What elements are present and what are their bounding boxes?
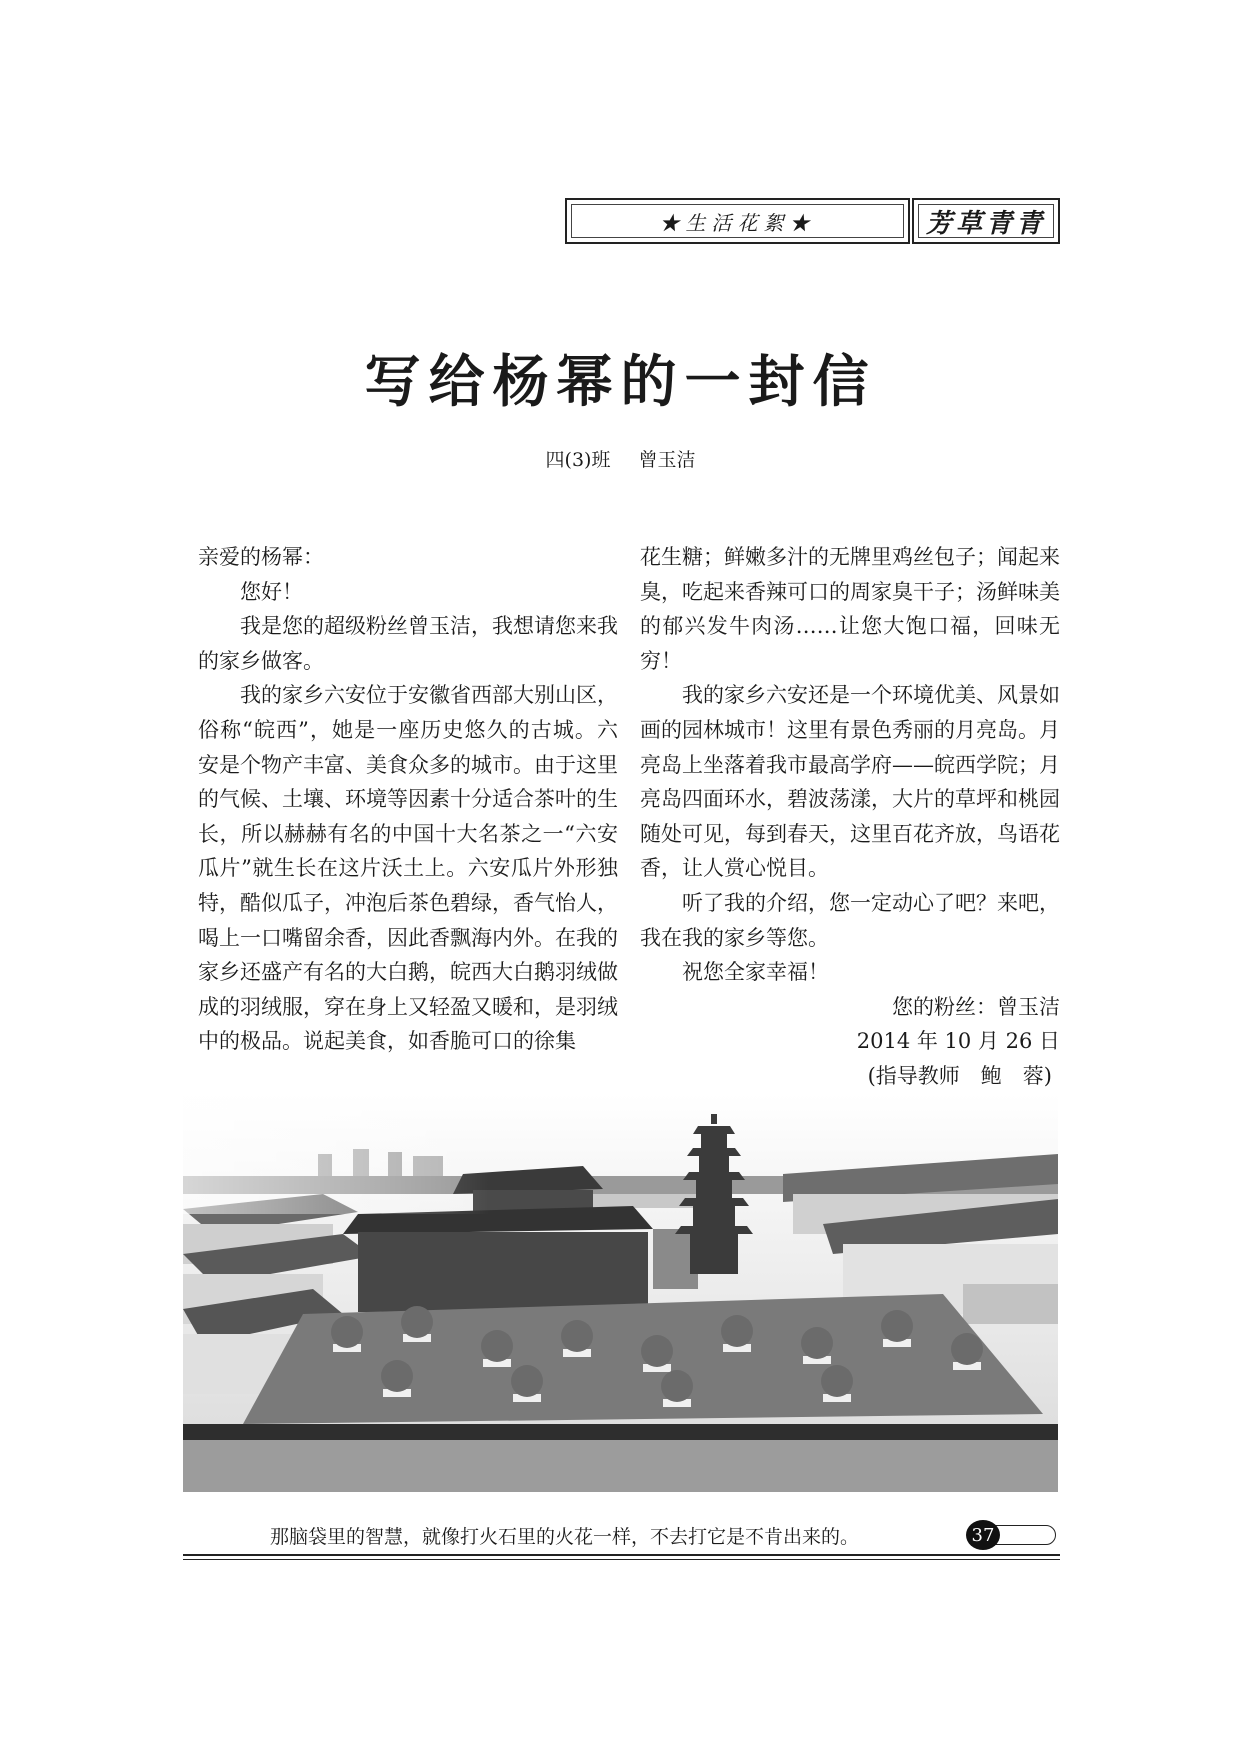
letter-paragraph: 亲爱的杨幂：	[198, 545, 324, 569]
letter-paragraph: 祝您全家幸福！	[682, 960, 829, 985]
page-number: 37	[966, 1520, 1000, 1550]
column-brand	[912, 198, 1060, 244]
letter-column-right	[640, 540, 1060, 1094]
author-name: 曾玉洁	[638, 449, 696, 471]
article-title: 写给杨幂的一封信	[364, 349, 877, 415]
letter-paragraph: 我的家乡六安位于安徽省西部大别山区，俗称“皖西”，她是一座历史悠久的古城。六安是个物产丰富、美食众多的城市。由于这里的气候、土壤、环境等因素十分适合茶叶的生长，所以赫赫有名的中国十大名茶之一“六安瓜片”就生长在这片沃土上。六安瓜片外形独特，酷似瓜子，冲泡后茶色碧绿，香气怡人，喝上一口嘴留余香，因此香飘海内外。在我的家乡还盛产有名的大白鹅，皖西大白鹅羽绒做成的羽绒服，穿在身上又轻盈又暖和，是羽绒中的极品。说起美食，如香脆可口的徐集	[198, 683, 618, 1054]
author-class: 四(3)班	[545, 449, 611, 471]
footer-rule-thin	[183, 1559, 1060, 1560]
letter-paragraph: 您好！	[240, 579, 303, 604]
pagoda-courtyard-photo	[183, 1094, 1058, 1492]
byline	[0, 445, 1241, 472]
letter-paragraph: 我是您的超级粉丝曾玉洁，我想请您来我的家乡做客。	[198, 614, 618, 673]
letter-paragraph: 我的家乡六安还是一个环境优美、风景如画的园林城市！这里有景色秀丽的月亮岛。月亮岛上坐落着我市最高学府——皖西学院；月亮岛四面环水，碧波荡漾，大片的草坪和桃园随处可见，每到春天，这里百花齐放，鸟语花香，让人赏心悦目。	[640, 683, 1060, 881]
section-header	[565, 198, 910, 244]
letter-column-left	[198, 540, 618, 1059]
brand-label: 芳草青青	[918, 204, 1054, 238]
page-number-badge	[966, 1520, 1058, 1550]
teacher-credit: (指导教师 鲍 蓉)	[867, 1063, 1052, 1088]
section-label: ★生活花絮★	[571, 204, 904, 238]
footer-quote: 那脑袋里的智慧，就像打火石里的火花一样，不去打它是不肯出来的。	[270, 1526, 860, 1548]
letter-signature: 您的粉丝：曾玉洁	[892, 994, 1060, 1019]
letter-paragraph: 花生糖；鲜嫩多汁的无牌里鸡丝包子；闻起来臭，吃起来香辣可口的周家臭干子；汤鲜味美的郁兴发牛肉汤……让您大饱口福，回味无穷！	[640, 545, 1060, 673]
letter-paragraph: 听了我的介绍，您一定动心了吧？来吧，我在我的家乡等您。	[640, 890, 1060, 950]
footer-rule	[183, 1554, 1060, 1556]
letter-date: 2014 年 10 月 26 日	[856, 1029, 1060, 1054]
